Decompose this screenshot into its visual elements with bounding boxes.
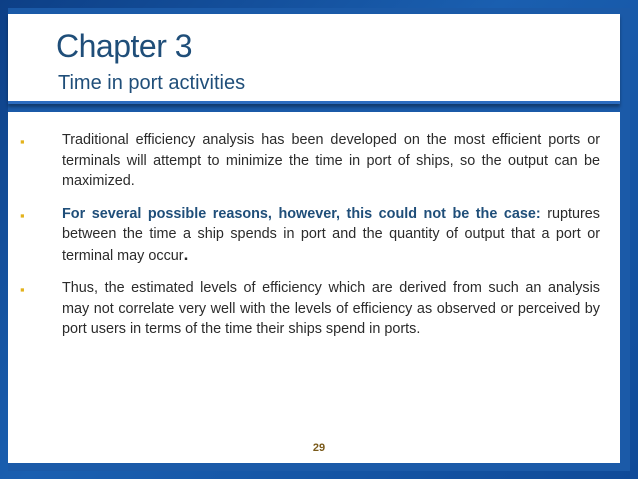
slide-subtitle: Time in port activities bbox=[58, 72, 246, 94]
bullet-item bbox=[20, 278, 600, 340]
bullet-item bbox=[20, 130, 600, 192]
bullet-list bbox=[20, 130, 600, 352]
bullet-item bbox=[20, 204, 600, 267]
bullet-end-mark: . bbox=[183, 244, 189, 264]
bullet-text: Thus, the estimated levels of efficiency which are derived from such an analysis may not correlate very well with the levels of efficiency as observed or perceived by port users in terms of the time their ships spend in ports. bbox=[62, 280, 600, 337]
bullet-lead-text: For several possible reasons, however, this could not be the case: bbox=[62, 205, 541, 222]
bullet-text: Traditional efficiency analysis has been developed on the most efficient ports or terminals will attempt to minimize the time in port of ships, so the output can be maximized. bbox=[62, 132, 600, 189]
bullet-text: ruptures between the time a ship spends in port and the quantity of output that a port or terminal may occur bbox=[62, 205, 600, 264]
page-number: 29 bbox=[312, 442, 326, 454]
bullet-marker-icon: ▪ bbox=[20, 134, 25, 149]
bullet-marker-icon: ▪ bbox=[20, 207, 25, 223]
bullet-marker-icon: ▪ bbox=[20, 282, 25, 297]
chapter-title: Chapter 3 bbox=[56, 28, 193, 64]
